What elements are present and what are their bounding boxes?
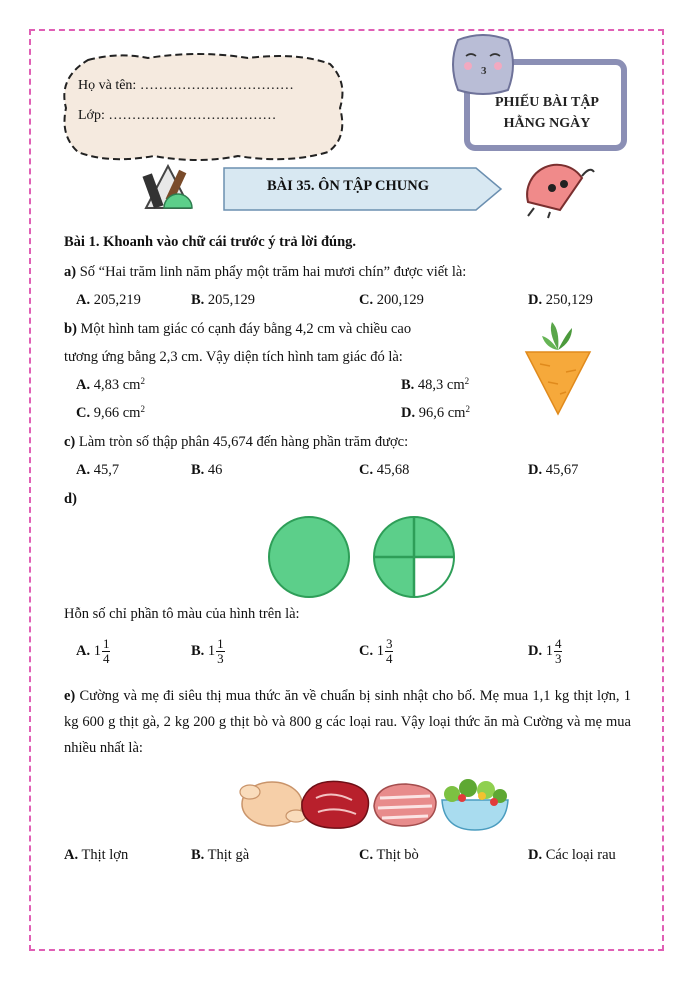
question-a: a) Số “Hai trăm linh năm phẩy một trăm hai mươi chín” được viết là:	[64, 264, 467, 280]
option-c-D[interactable]: D. 45,67	[528, 462, 579, 478]
option-a-B[interactable]: B. 205,129	[191, 292, 256, 308]
option-c-A[interactable]: A. 45,7	[76, 462, 120, 478]
mascot-number: 3	[481, 65, 487, 77]
option-a-A[interactable]: A. 205,219	[76, 292, 141, 308]
option-c-B[interactable]: B. 46	[191, 462, 223, 478]
option-d-A[interactable]: A. 1 $\frac{1}{4}$	[76, 636, 110, 666]
question-b-line1: b) Một hình tam giác có cạnh đáy bằng 4,2 cm và chiều cao	[64, 321, 412, 337]
option-e-C[interactable]: C. Thịt bò	[359, 847, 419, 863]
protractor-mascot-icon	[520, 158, 600, 220]
pork-icon	[374, 784, 436, 826]
option-d-D[interactable]: D. 1 $\frac{4}{3}$	[528, 636, 562, 666]
option-b-B[interactable]: B. 48,3 $cm^2$	[401, 376, 470, 393]
option-d-C[interactable]: C. 1 $\frac{3}{4}$	[359, 636, 393, 666]
worksheet-title: PHIẾU BÀI TẬP HẰNG NGÀY	[495, 95, 599, 131]
carrot-icon	[522, 320, 594, 416]
option-c-C[interactable]: C. 45,68	[359, 462, 410, 478]
option-e-A[interactable]: A. Thịt lợn	[64, 847, 129, 863]
option-b-A[interactable]: A. 4,83 $cm^2$	[76, 376, 145, 393]
question-c: c) Làm tròn số thập phân 45,674 đến hàng phần trăm được:	[64, 434, 409, 450]
salad-icon	[442, 779, 508, 830]
ruler-tools-icon	[142, 160, 196, 214]
question-d-text: Hỗn số chỉ phần tô màu của hình trên là:	[64, 606, 300, 622]
lesson-title: BÀI 35. ÔN TẬP CHUNG	[266, 178, 430, 194]
food-illustrations	[236, 772, 512, 834]
chicken-icon	[240, 782, 306, 826]
option-d-B[interactable]: B. 1 $\frac{1}{3}$	[191, 636, 224, 666]
class-field[interactable]: Lớp: ………………………………	[78, 108, 277, 123]
question-b-line2: tương ứng bằng 2,3 cm. Vậy diện tích hình tam giác đó là:	[64, 349, 403, 365]
question-d-label: d)	[64, 491, 77, 507]
full-circle-shape	[266, 514, 352, 600]
quarter-circle-shape	[371, 514, 457, 600]
beef-icon	[302, 781, 369, 828]
option-b-C[interactable]: C. 9,66 $cm^2$	[76, 404, 145, 421]
option-e-D[interactable]: D. Các loại rau	[528, 847, 616, 863]
option-a-D[interactable]: D. 250,129	[528, 292, 593, 308]
question-e: e) Cường và mẹ đi siêu thị mua thức ăn về chuẩn bị sinh nhật cho bố. Mẹ mua 1,1 kg thịt lợn, 1 kg 600 g thịt gà, 2 kg 200 g thịt bò và 800 g các loại rau. Vậy loại thức ăn mà Cường và mẹ mua nhiều nhất là:	[64, 688, 631, 756]
option-e-B[interactable]: B. Thịt gà	[191, 847, 250, 863]
option-b-D[interactable]: D. 96,6 $cm^2$	[401, 404, 470, 421]
option-a-C[interactable]: C. 200,129	[359, 292, 424, 308]
exercise-heading: Bài 1. Khoanh vào chữ cái trước ý trả lời đúng.	[64, 234, 357, 250]
name-field[interactable]: Họ và tên: ……………………………	[78, 78, 294, 93]
